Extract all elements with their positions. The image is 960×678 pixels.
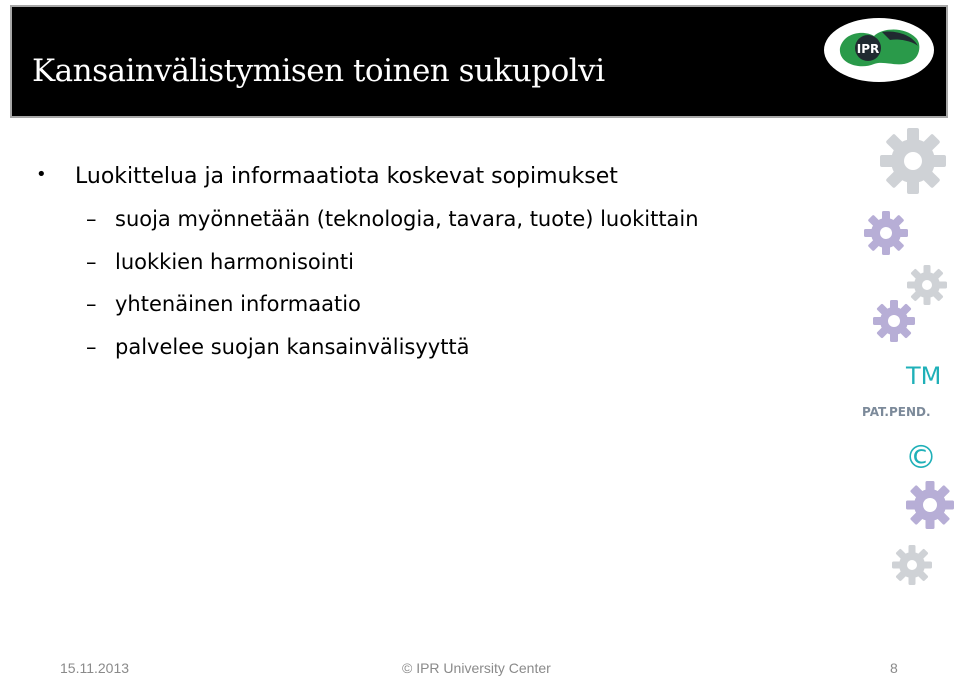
sub-bullet-text: luokkien harmonisointi [115,250,354,274]
ipr-logo-icon [824,18,934,82]
sub-bullet-text: yhtenäinen informaatio [115,292,361,316]
sub-bullet-marker: – [86,292,97,316]
gear-icon [880,128,946,194]
footer-organization: © IPR University Center [402,660,551,676]
sub-bullet-marker: – [86,250,97,274]
sub-bullet-text: palvelee suojan kansainvälisyyttä [115,335,470,359]
gear-icon [892,545,932,585]
gear-icon [873,300,915,342]
trademark-icon: TM [906,362,942,390]
sub-bullet-text: suoja myönnetään (teknologia, tavara, tuote) luokittain [115,207,699,231]
gear-icon [864,211,908,255]
logo-text: IPR [856,42,880,56]
slide-title: Kansainvälistymisen toinen sukupolvi [32,53,605,89]
patent-pending-label: PAT.PEND. [862,405,931,419]
title-bar [10,5,948,118]
copyright-icon: © [905,438,937,476]
gear-icon [907,265,947,305]
page-number: 8 [890,660,898,676]
sub-bullet-marker: – [86,207,97,231]
bullet-marker: • [36,164,47,185]
gear-icon [906,481,954,529]
sub-bullet-marker: – [86,335,97,359]
footer-date: 15.11.2013 [60,660,130,676]
bullet-main-text: Luokittelua ja informaatiota koskevat sopimukset [75,164,618,189]
